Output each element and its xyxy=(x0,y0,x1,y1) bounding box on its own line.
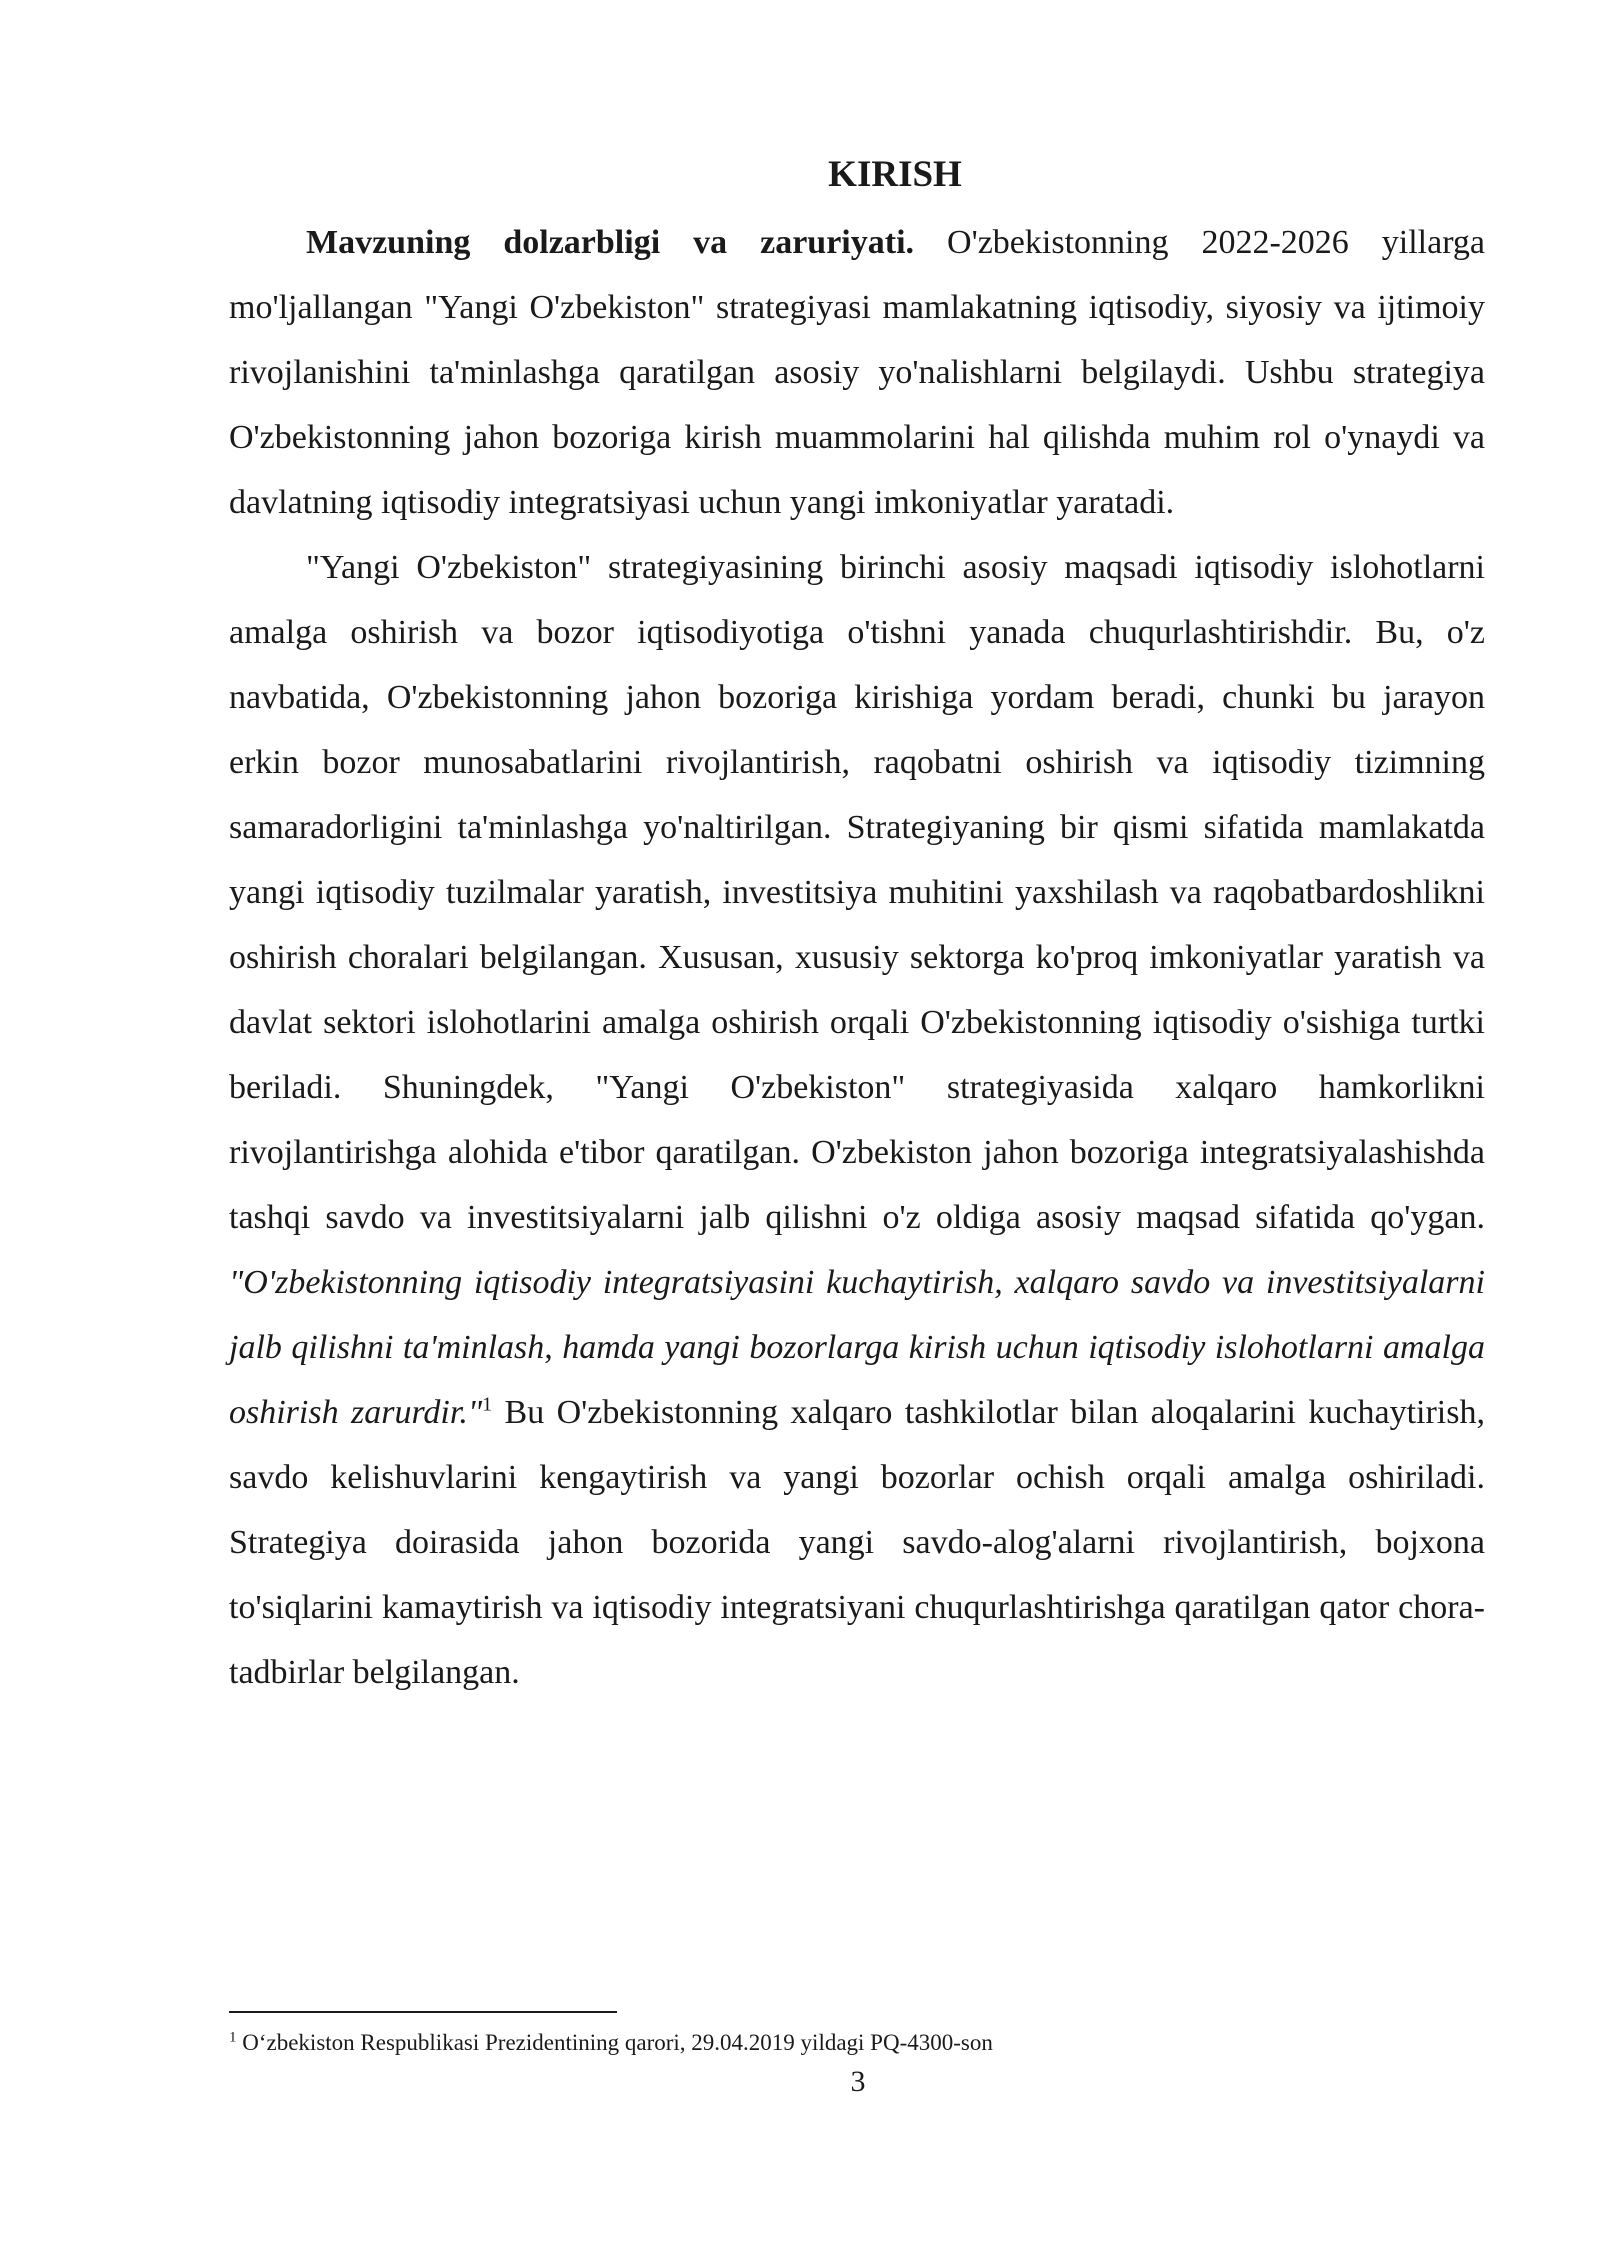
paragraph-strategy xyxy=(229,535,1485,1705)
quote-text: "O'zbekistonning iqtisodiy integratsiyasini kuchaytirish, xalqaro savdo va investitsiyalarni jalb qilishni ta'minlash, hamda yangi bozorlarga kirish uchun iqtisodiy islohotlarni amalga oshirish zarurdir." xyxy=(229,1264,1485,1431)
page-number: 3 xyxy=(850,2065,866,2098)
footnote-reference[interactable]: 1 xyxy=(482,1393,493,1416)
body-text xyxy=(229,210,1485,1705)
footnote-text: O‘zbekiston Respublikasi Prezidentining qarori, 29.04.2019 yildagi PQ-4300-son xyxy=(236,2030,993,2055)
paragraph-relevance xyxy=(229,210,1485,535)
footnote xyxy=(229,2028,1485,2058)
section-heading: KIRISH xyxy=(828,154,962,195)
paragraph-text: O'zbekistonning 2022-2026 yillarga mo'ljallangan "Yangi O'zbekiston" strategiyasi mamlakatning iqtisodiy, siyosiy va ijtimoiy rivojlanishini ta'minlashga qaratilgan asosiy yo'nalishlarni belgilaydi. Ushbu strategiya O'zbekistonning jahon bozoriga kirish muammolarini hal qilishda muhim rol o'ynaydi va davlatning iqtisodiy integratsiyasi uchun yangi imkoniyatlar yaratadi. xyxy=(229,224,1485,521)
paragraph-lead: Mavzuning dolzarbligi va zaruriyati. xyxy=(306,224,915,261)
paragraph-text-after-quote: Bu O'zbekistonning xalqaro tashkilotlar bilan aloqalarini kuchaytirish, savdo kelishuvlarini kengaytirish va yangi bozorlar ochish orqali amalga oshiriladi. Strategiya doirasida jahon bozorida yangi savdo-alog'alarni rivojlantirish, bojxona to'siqlarini kamaytirish va iqtisodiy integratsiyani chuqurlashtirishga qaratilgan qator chora-tadbirlar belgilangan. xyxy=(229,1394,1485,1691)
footnote-marker: 1 xyxy=(229,2029,237,2046)
paragraph-text-before-quote: "Yangi O'zbekiston" strategiyasining birinchi asosiy maqsadi iqtisodiy islohotlarni amalga oshirish va bozor iqtisodiyotiga o'tishni yanada chuqurlashtirishdir. Bu, o'z navbatida, O'zbekistonning jahon bozoriga kirishiga yordam beradi, chunki bu jarayon erkin bozor munosabatlarini rivojlantirish, raqobatni oshirish va iqtisodiy tizimning samaradorligini ta'minlashga yo'naltirilgan. Strategiyaning bir qismi sifatida mamlakatda yangi iqtisodiy tuzilmalar yaratish, investitsiya muhitini yaxshilash va raqobatbardoshlikni oshirish choralari belgilangan. Xususan, xususiy sektorga ko'proq imkoniyatlar yaratish va davlat sektori islohotlarini amalga oshirish orqali O'zbekistonning iqtisodiy o'sishiga turtki beriladi. Shuningdek, "Yangi O'zbekiston" strategiyasida xalqaro hamkorlikni rivojlantirishga alohida e'tibor qaratilgan. O'zbekiston jahon bozoriga integratsiyalashishda tashqi savdo va investitsiyalarni jalb qilishni o'z oldiga asosiy maqsad sifatida qo'ygan. xyxy=(229,549,1485,1236)
footnote-separator xyxy=(229,2011,617,2013)
